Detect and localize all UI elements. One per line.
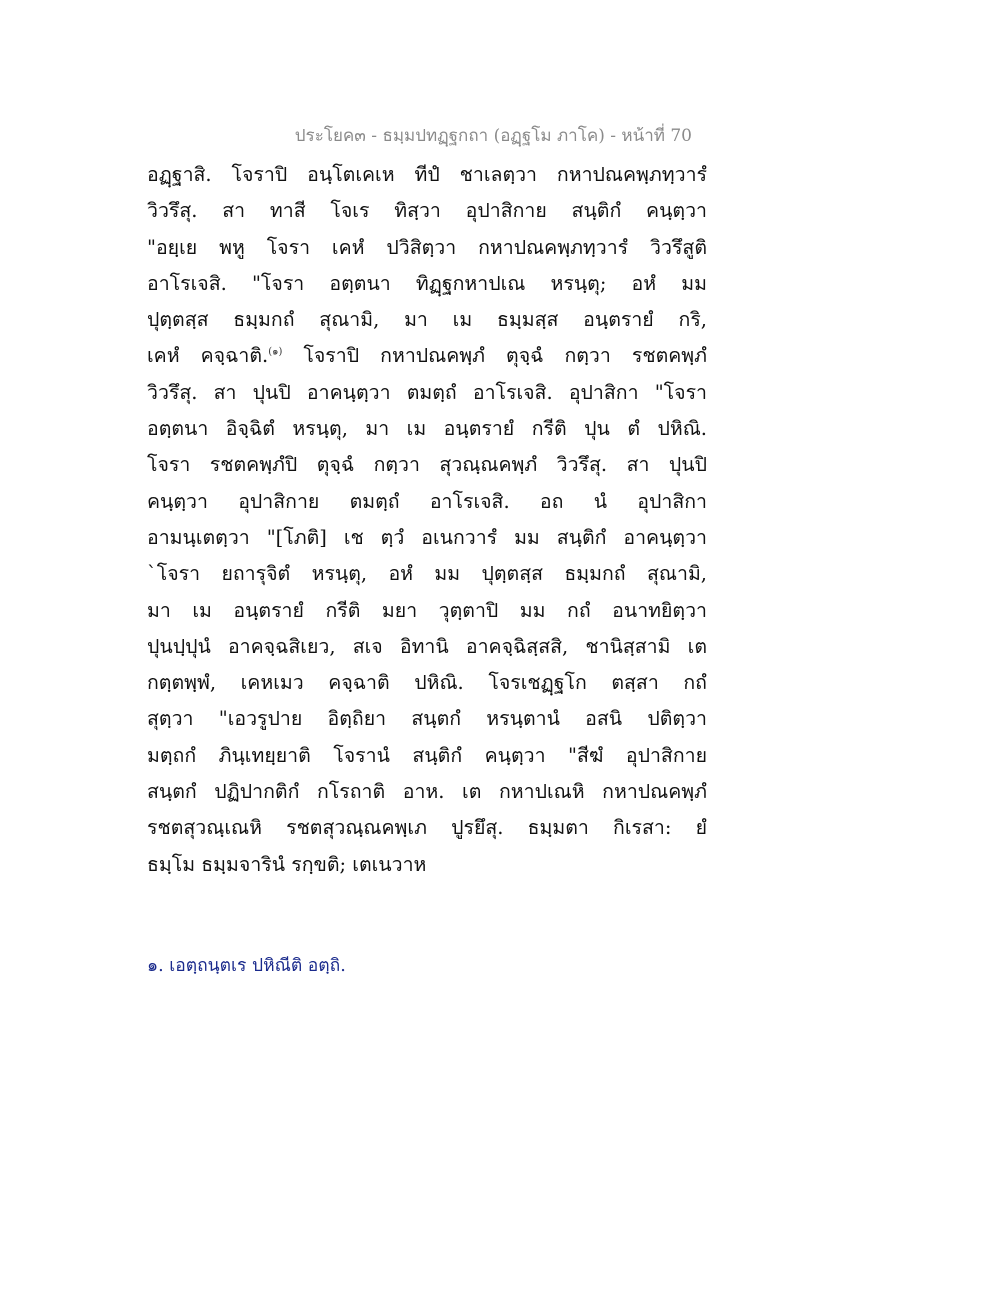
text-segment: เคหํ คจฺฉาติ. (147, 344, 269, 368)
footnote-reference-number: ๑ (272, 346, 279, 358)
text-line: อาโรเจสิ. "โจรา อตฺตนา ทิฏฺฐกหาปเณ หรนฺตุ; อหํ มม (147, 271, 707, 295)
text-line: มา เม อนฺตรายํ กรีติ มยา วุตฺตาปิ มม กถํ อนาทยิตฺวา (147, 598, 707, 622)
text-line: คนฺตฺวา อุปาสิกาย ตมตฺถํ อาโรเจสิ. อถ นํ อุปาสิกา (147, 489, 707, 513)
text-line: มตฺถกํ ภินฺเทยฺยาติ โจรานํ สนฺติกํ คนฺตฺวา "สีฆํ อุปาสิกาย (147, 743, 707, 767)
text-line: สุตฺวา "เอวรูปาย อิตฺถิยา สนฺตกํ หรนฺตานํ อสนิ ปติตฺวา (147, 707, 707, 731)
text-line: สนฺตกํ ปฏิปากติกํ กโรถาติ อาห. เต กหาปเณหิ กหาปณคพฺภํ (147, 780, 707, 804)
text-line: "อยฺเย พหู โจรา เคหํ ปวิสิตฺวา กหาปณคพฺภทฺวารํ วิวรึสูติ (147, 235, 707, 259)
text-line: โจรา รชตคพฺภํปิ ตุจฺฉํ กตฺวา สุวณฺณคพฺภํ วิวรึสุ. สา ปุนปิ (147, 453, 707, 477)
text-line-with-reference (147, 338, 707, 374)
running-header: ประโยค๓ - ธมฺมปทฏฺฐกถา (อฏฺฐโม ภาโค) - หน้าที่ 70 (294, 126, 692, 146)
footnote: ๑. เอตฺถนฺตเร ปหิณีติ อตฺถิ. (147, 956, 346, 976)
text-line: อตฺตนา อิจฺฉิตํ หรนฺตุ, มา เม อนฺตรายํ กรีติ ปุน ตํ ปหิณิ. (147, 417, 707, 441)
body-text (147, 157, 707, 883)
text-line: ธมฺโม ธมฺมจารินํ รกฺขติ; เตเนวาห (147, 852, 427, 876)
text-line: ปุนปฺปุนํ อาคจฺฉสิเยว, สเจ อิทานิ อาคจฺฉิสฺสสิ, ชานิสฺสามิ เต (147, 634, 707, 658)
text-line: กตฺตพฺพํ, เคหเมว คจฺฉาติ ปหิณิ. โจรเชฏฺฐโก ตสฺสา กถํ (147, 671, 707, 695)
text-line: รชตสุวณฺเณหิ รชตสุวณฺณคพฺเภ ปูรยึสุ. ธมฺมตา กิเรสา: ยํ (147, 816, 707, 840)
text-line: ปุตฺตสฺส ธมฺมกถํ สุณามิ, มา เม ธมฺมสฺส อนฺตรายํ กริ, (147, 308, 707, 332)
text-line: วิวรึสุ. สา ปุนปิ อาคนฺตฺวา ตมตฺถํ อาโรเจสิ. อุปาสิกา "โจรา (147, 380, 707, 404)
text-line: วิวรึสุ. สา ทาสี โจเร ทิสฺวา อุปาสิกาย สนฺติกํ คนฺตฺวา (147, 199, 707, 223)
text-line: `โจรา ยถารุจิตํ หรนฺตุ, อหํ มม ปุตฺตสฺส ธมฺมกถํ สุณามิ, (147, 562, 707, 586)
footnote-reference-marker: (๑) (268, 346, 283, 358)
text-segment: โจราปิ กหาปณคพฺภํ ตุจฺฉํ กตฺวา รชตคพฺภํ (282, 344, 708, 368)
text-line: อามนฺเตตฺวา "[โภติ] เช ตฺวํ อเนกวารํ มม สนฺติกํ อาคนฺตฺวา (147, 525, 707, 549)
text-line: อฏฺฐาสิ. โจราปิ อนฺโตเคเห ทีปํ ชาเลตฺวา กหาปณคพฺภทฺวารํ (147, 163, 707, 186)
